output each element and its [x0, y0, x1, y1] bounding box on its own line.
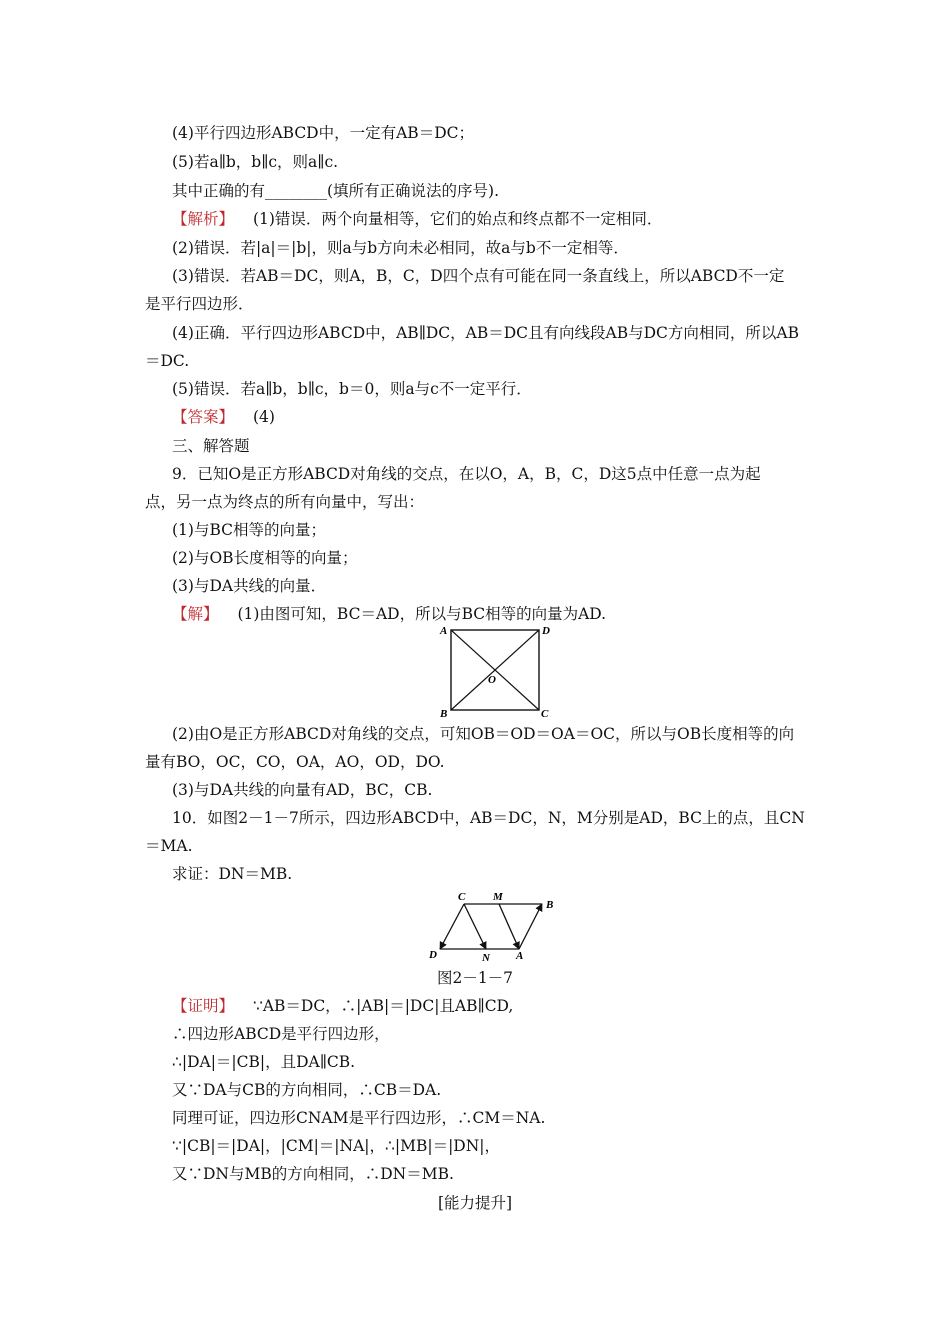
problem-9-part-1: (1)与BC相等的向量；	[172, 521, 326, 539]
analysis-line-1	[172, 208, 840, 230]
problem-9-line-1: 9．已知O是正方形ABCD对角线的交点，在以O，A，B，C，D这5点中任意一点为起	[172, 465, 761, 483]
solution-text-1: (1)由图可知，BC＝AD，所以与BC相等的向量为AD.	[237, 605, 607, 623]
figure-caption: 图2－1－7	[436, 969, 514, 987]
proof-line-2: ∴四边形ABCD是平行四边形，	[172, 1025, 390, 1043]
proof-line-6: ∵|CB|＝|DA|，|CM|＝|NA|，∴|MB|＝|DN|，	[172, 1137, 500, 1155]
problem-10-line-2: ＝MA.	[145, 837, 193, 855]
proof-line-5: 同理可证，四边形CNAM是平行四边形，∴CM＝NA.	[172, 1109, 546, 1127]
solution-line-2: (2)由O是正方形ABCD对角线的交点，可知OB＝OD＝OA＝OC，所以与OB长度相等的向	[172, 725, 795, 743]
problem-10-line-1: 10．如图2－1－7所示，四边形ABCD中，AB＝DC，N，M分别是AD，BC上的点，且CN	[172, 809, 805, 827]
problem-10-prove: 求证：DN＝MB.	[172, 865, 293, 883]
vector-ma	[499, 904, 519, 949]
solution-line-2b: 量有BO，OC，CO，OA，AO，OD，DO.	[145, 753, 445, 771]
analysis-line-4: (4)正确．平行四边形ABCD中，AB∥DC，AB＝DC且有向线段AB与DC方向相同，所以AB	[172, 324, 799, 342]
answer-tag: 【答案】	[172, 408, 235, 426]
proof-line-1	[172, 995, 840, 1017]
analysis-tag: 【解析】	[172, 210, 235, 228]
proof-line-7: 又∵DN与MB的方向相同，∴DN＝MB.	[172, 1165, 454, 1183]
square-diagram	[430, 620, 560, 720]
statement-5: (5)若a∥b，b∥c，则a∥c.	[172, 153, 339, 171]
analysis-line-5: (5)错误．若a∥b，b∥c，b＝0，则a与c不一定平行．	[172, 380, 532, 398]
parallelogram-diagram	[422, 887, 562, 965]
section-heading: 三、解答题	[172, 437, 250, 455]
answer-text: (4)	[252, 408, 275, 426]
proof-text-1: ∵AB＝DC，∴|AB|＝|DC|且AB∥CD,	[252, 997, 514, 1015]
label-c: C	[458, 891, 466, 903]
vector-cd	[440, 904, 464, 949]
analysis-text-1: (1)错误．两个向量相等，它们的始点和终点都不一定相同．	[252, 210, 663, 228]
proof-tag: 【证明】	[172, 997, 235, 1015]
label-b: B	[546, 899, 554, 911]
vector-cn	[464, 904, 486, 949]
label-d: D	[542, 625, 550, 637]
label-a: A	[440, 625, 448, 637]
problem-9-part-3: (3)与DA共线的向量．	[172, 577, 327, 595]
analysis-line-2: (2)错误．若|a|＝|b|，则a与b方向未必相同，故a与b不一定相等．	[172, 239, 629, 257]
solution-line-3: (3)与DA共线的向量有AD，BC，CB.	[172, 781, 433, 799]
question-prompt: 其中正确的有________(填所有正确说法的序号).	[172, 182, 500, 200]
problem-9-line-2: 点，另一点为终点的所有向量中，写出：	[145, 493, 425, 511]
problem-9-part-2: (2)与OB长度相等的向量；	[172, 549, 358, 567]
proof-line-4: 又∵DA与CB的方向相同，∴CB＝DA.	[172, 1081, 442, 1099]
proof-line-3: ∴|DA|＝|CB|，且DA∥CB.	[172, 1053, 356, 1071]
analysis-line-3: (3)错误．若AB＝DC，则A，B，C，D四个点有可能在同一条直线上，所以ABCD不一定	[172, 267, 785, 285]
label-d: D	[429, 949, 437, 961]
label-b: B	[440, 708, 448, 720]
answer-line	[172, 406, 840, 428]
solution-tag: 【解】	[172, 605, 219, 623]
label-o: O	[488, 674, 496, 686]
analysis-line-4b: ＝DC.	[145, 352, 190, 370]
label-m: M	[493, 891, 503, 903]
label-n: N	[482, 952, 490, 964]
statement-4: (4)平行四边形ABCD中，一定有AB＝DC；	[172, 124, 474, 142]
label-a: A	[516, 950, 524, 962]
analysis-line-3b: 是平行四边形．	[145, 295, 254, 313]
vector-ab	[519, 904, 542, 949]
section-ability-heading: [能力提升]	[437, 1194, 513, 1212]
label-c: C	[541, 708, 549, 720]
